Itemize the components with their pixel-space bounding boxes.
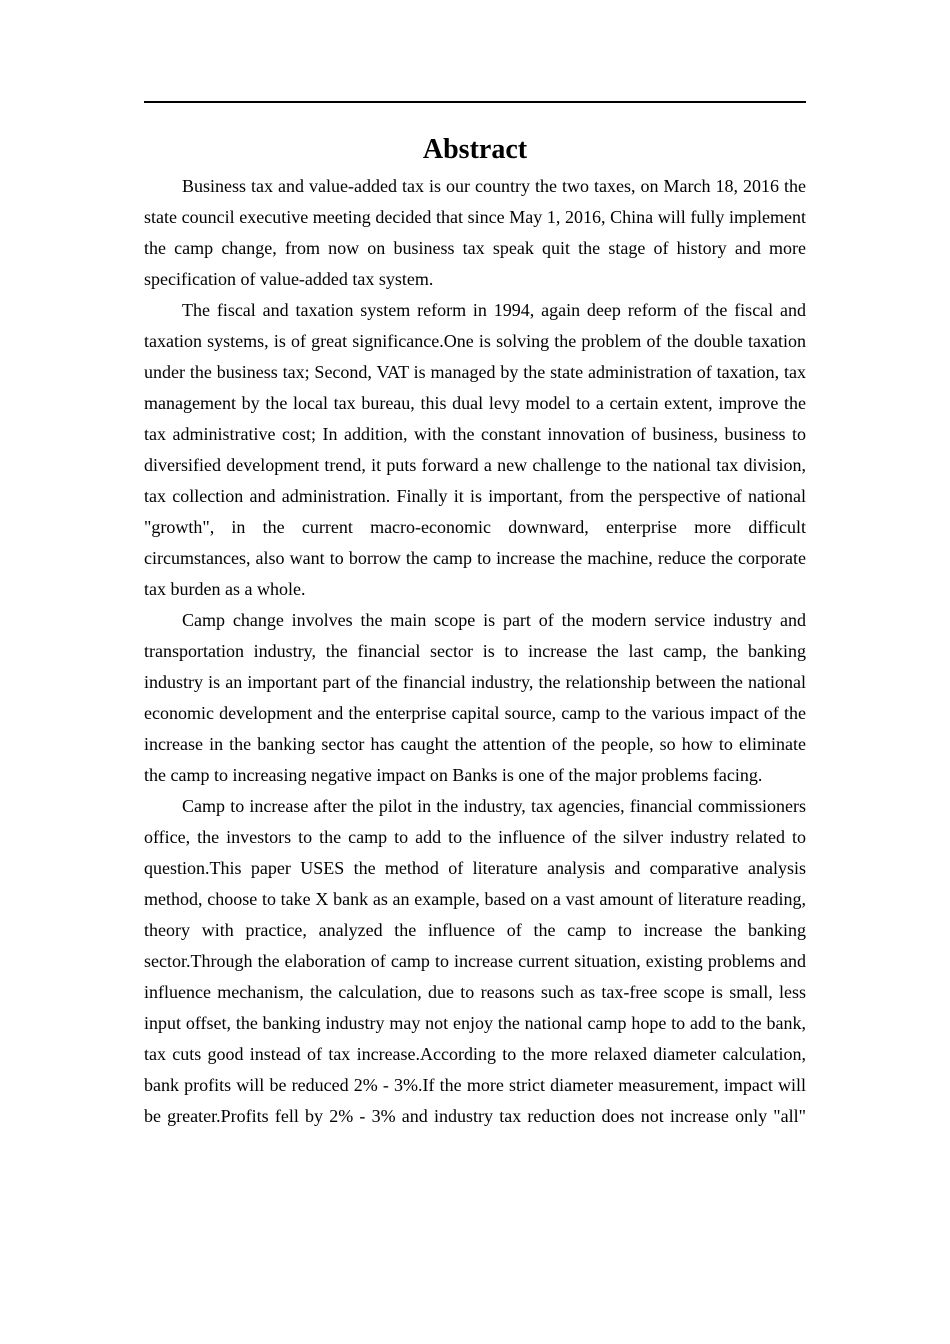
abstract-title: Abstract (422, 134, 528, 165)
paragraph-3: Camp change involves the main scope is part of the modern service industry and transportation industry, the financial sector is to increase the last camp, the banking industry is an important part of the financial industry, the relationship between the national economic development and the enterprise capital source, camp to the various impact of the increase in the banking sector has caught the attention of the people, so how to eliminate the camp to increasing negative impact on Banks is one of the major problems facing. (144, 610, 806, 785)
paragraph-2: The fiscal and taxation system reform in 1994, again deep reform of the fiscal and taxation systems, is of great significance.One is solving the problem of the double taxation under the business tax; Second, VAT is managed by the state administration of taxation, tax management by the local tax bureau, this dual levy model to a certain extent, improve the tax administrative cost; In addition, with the constant innovation of business, business to diversified development trend, it puts forward a new challenge to the national tax division, tax collection and administration. Finally it is important, from the perspective of national "growth", in the current macro-economic downward, enterprise more difficult circumstances, also want to borrow the camp to increase the machine, reduce the corporate tax burden as a whole. (144, 300, 806, 599)
paragraph-4: Camp to increase after the pilot in the industry, tax agencies, financial commissioners office, the investors to the camp to add to the influence of the silver industry related to question.This paper USES the method of literature analysis and comparative analysis method, choose to take X bank as an example, based on a vast amount of literature reading, theory with practice, analyzed the influence of the camp to increase the banking sector.Through the elaboration of camp to increase current situation, existing problems and influence mechanism, the calculation, due to reasons such as tax-free scope is small, less input offset, the banking industry may not enjoy the national camp hope to add to the bank, tax cuts good instead of tax increase.According to the more relaxed diameter calculation, bank profits will be reduced 2% - 3%.If the more strict diameter measurement, impact will be greater.Profits fell by 2% - 3% and industry tax reduction does not increase only "all" (144, 796, 806, 1126)
header-rule (144, 101, 806, 103)
abstract-body (144, 171, 806, 1132)
paragraph-1: Business tax and value-added tax is our country the two taxes, on March 18, 2016 the state council executive meeting decided that since May 1, 2016, China will fully implement the camp change, from now on business tax speak quit the stage of history and more specification of value-added tax system. (144, 176, 806, 289)
